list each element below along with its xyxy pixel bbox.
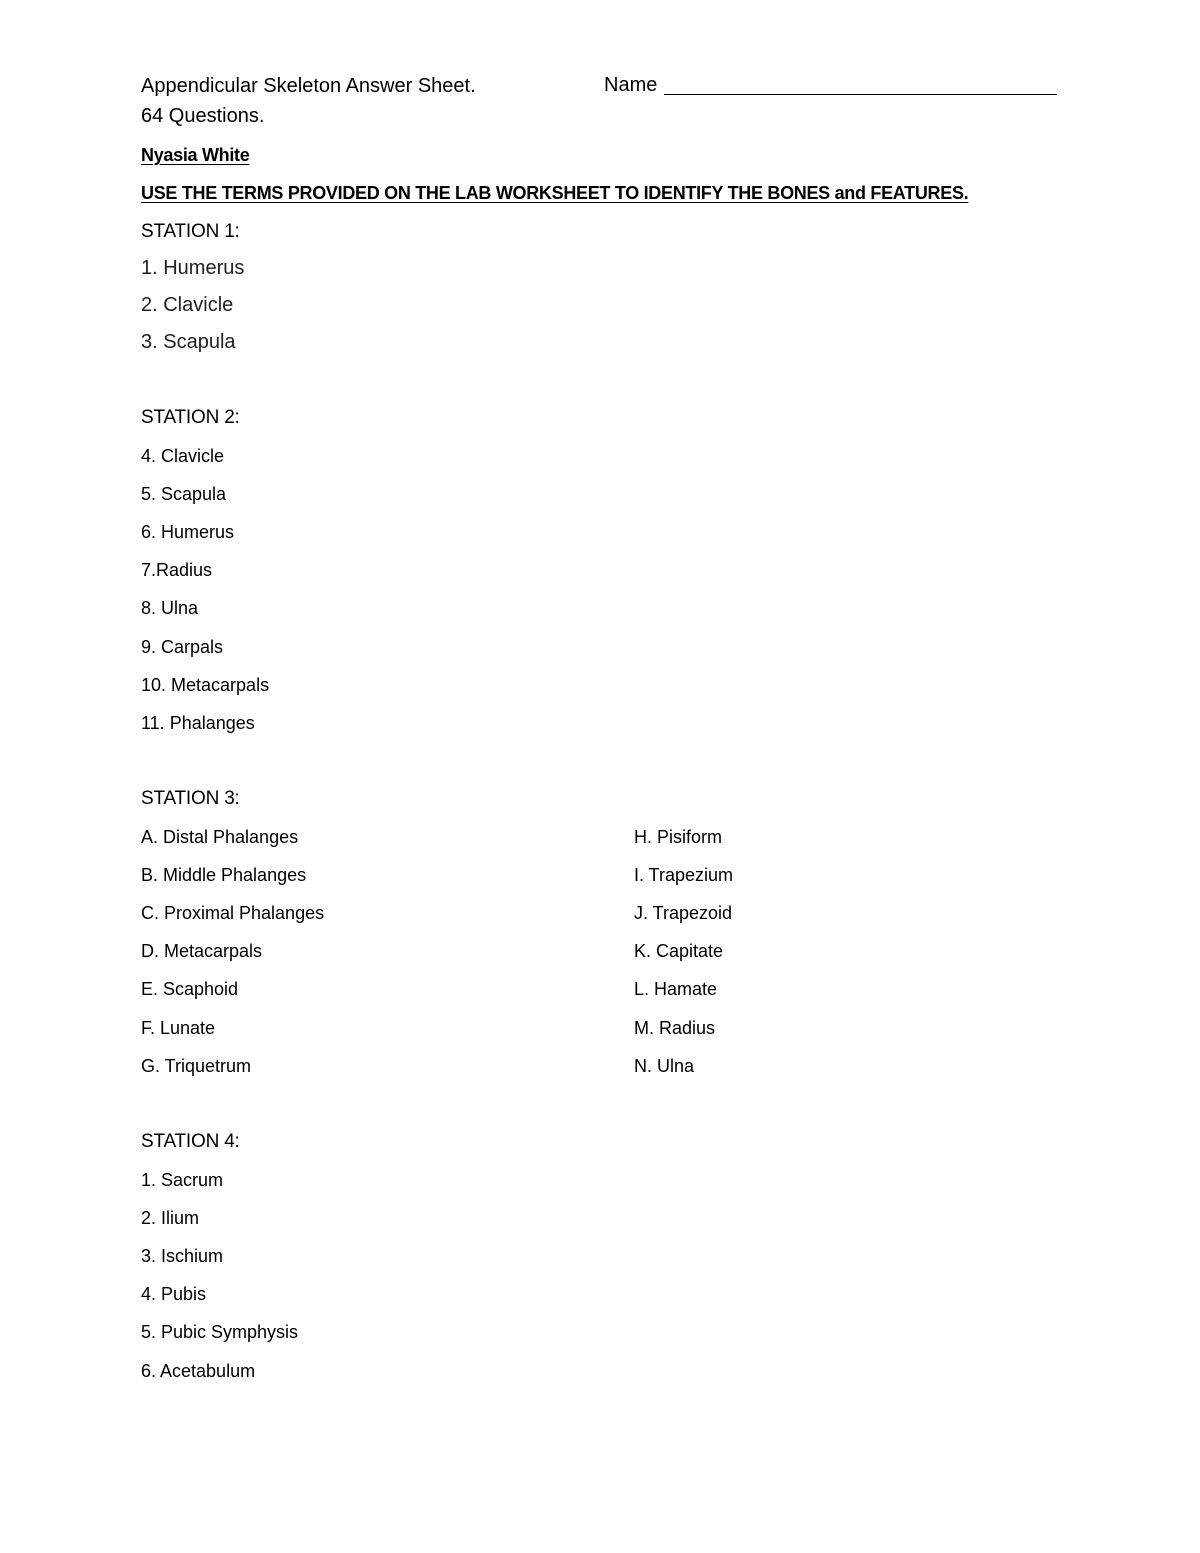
sheet-title: Appendicular Skeleton Answer Sheet. xyxy=(141,75,476,97)
station-1-item: 3. Scapula xyxy=(141,331,236,353)
station-3-left-item: C. Proximal Phalanges xyxy=(141,903,325,923)
station-4-item: 2. Ilium xyxy=(141,1208,200,1228)
station-4-item: 1. Sacrum xyxy=(141,1170,224,1190)
station-1-item: 1. Humerus xyxy=(141,257,245,279)
station-2-item: 9. Carpals xyxy=(141,637,224,657)
station-1-item: 2. Clavicle xyxy=(141,294,234,316)
station-4-item: 3. Ischium xyxy=(141,1246,224,1266)
station-3-left-item: F. Lunate xyxy=(141,1018,216,1038)
station-2-item: 10. Metacarpals xyxy=(141,675,270,695)
station-2-item: 5. Scapula xyxy=(141,484,227,504)
student-name: Nyasia White xyxy=(141,145,250,165)
station-3-heading: STATION 3: xyxy=(141,788,240,809)
name-label: Name xyxy=(604,74,658,96)
station-2-item: 8. Ulna xyxy=(141,598,199,618)
station-3-left-item: E. Scaphoid xyxy=(141,979,239,999)
station-3-right-item: N. Ulna xyxy=(634,1056,695,1076)
station-2-item: 11. Phalanges xyxy=(141,713,255,733)
station-3-right-item: M. Radius xyxy=(634,1018,716,1038)
station-3-left-item: A. Distal Phalanges xyxy=(141,827,299,847)
station-4-item: 4. Pubis xyxy=(141,1284,207,1304)
station-3-left-item: D. Metacarpals xyxy=(141,941,263,961)
station-2-item: 6. Humerus xyxy=(141,522,235,542)
name-blank-line xyxy=(664,94,1057,95)
station-3-left-item: G. Triquetrum xyxy=(141,1056,252,1076)
station-4-heading: STATION 4: xyxy=(141,1131,240,1152)
station-2-item: 4. Clavicle xyxy=(141,446,225,466)
station-2-heading: STATION 2: xyxy=(141,407,240,428)
station-3-right-item: I. Trapezium xyxy=(634,865,734,885)
station-3-right-item: H. Pisiform xyxy=(634,827,723,847)
station-3-left-item: B. Middle Phalanges xyxy=(141,865,307,885)
station-3-right-item: J. Trapezoid xyxy=(634,903,733,923)
station-3-right-item: L. Hamate xyxy=(634,979,718,999)
station-3-right-item: K. Capitate xyxy=(634,941,724,961)
question-count: 64 Questions. xyxy=(141,105,265,127)
station-4-item: 5. Pubic Symphysis xyxy=(141,1322,299,1342)
station-2-item: 7.Radius xyxy=(141,560,213,580)
station-1-heading: STATION 1: xyxy=(141,221,240,242)
station-4-item: 6. Acetabulum xyxy=(141,1361,256,1381)
instructions: USE THE TERMS PROVIDED ON THE LAB WORKSHEET TO IDENTIFY THE BONES and FEATURES. xyxy=(141,183,969,203)
